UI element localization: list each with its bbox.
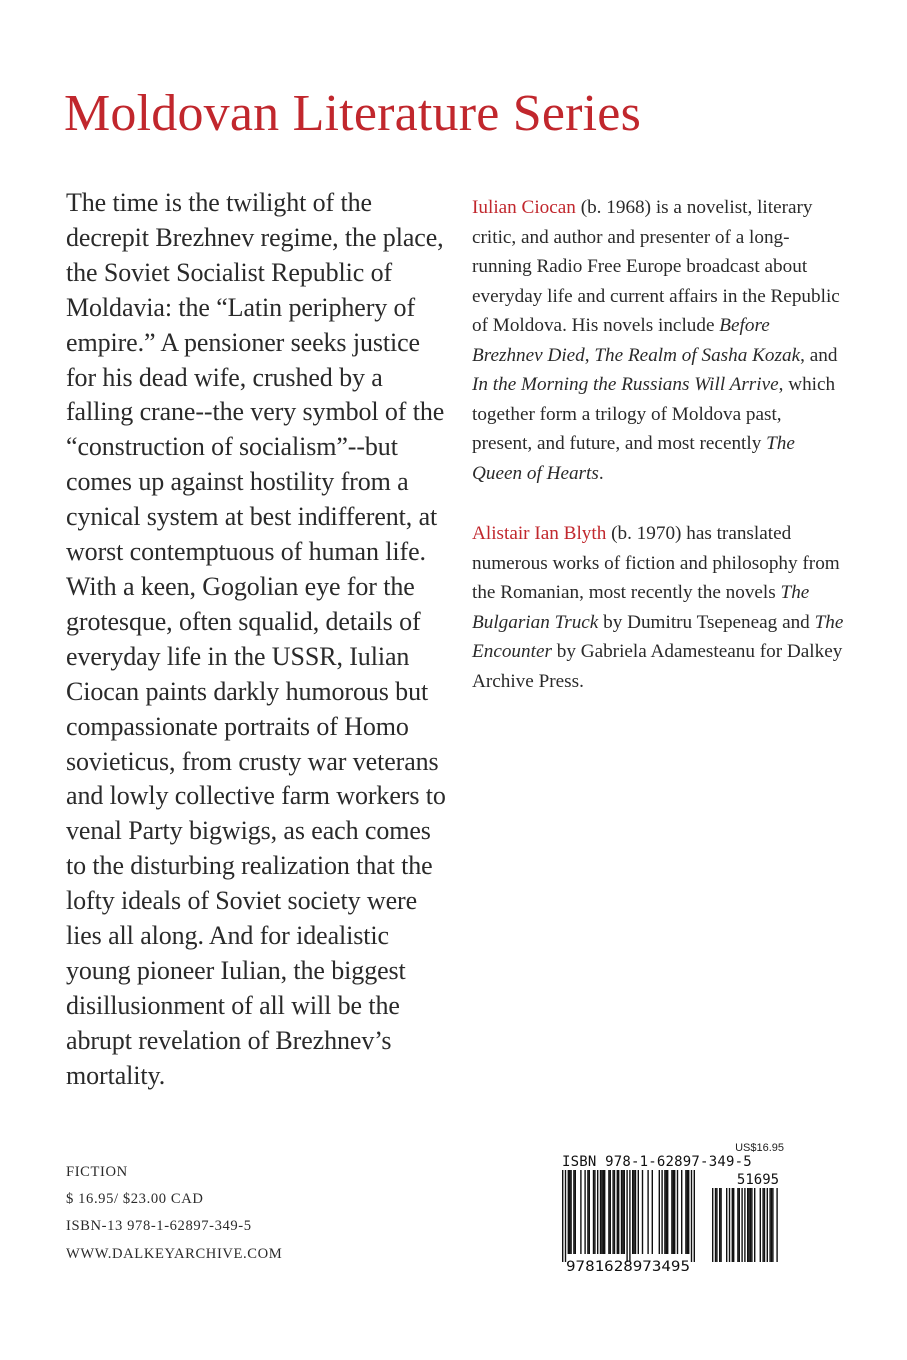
barcode-bar: [661, 1170, 662, 1254]
translator-bio-text: by Dumitru Tsepeneag and: [598, 611, 815, 633]
addon-digits: 51695: [736, 1172, 780, 1188]
author-bio-text: .: [598, 462, 604, 484]
barcode-bar: [716, 1188, 717, 1262]
barcode-bar: [573, 1170, 574, 1254]
barcode: [562, 1142, 790, 1274]
website-label: WWW.DALKEYARCHIVE.COM: [66, 1245, 283, 1262]
barcode-bar: [694, 1170, 695, 1262]
book-title: The Encounter: [472, 611, 844, 662]
author-name: Iulian Ciocan: [472, 197, 576, 218]
barcode-bar: [652, 1170, 653, 1254]
series-title: Moldovan Literature Series: [64, 85, 642, 142]
barcode-bar: [776, 1188, 777, 1262]
barcode-bar: [764, 1188, 765, 1262]
barcode-bar: [604, 1170, 605, 1254]
barcode-bar: [687, 1170, 688, 1254]
book-blurb: The time is the twilight of the decrepit Brezhnev regime, the place, the Soviet Socialist Republic of Moldavia: the “Latin periphery of empire.” A pensioner seeks justice for his dead wife, crushed by a falling crane--the very symbol of the “construction of socialism”--but comes up against hostility from a cynical system at best indifferent, at worst contemptuous of human life. With a keen, Gogolian eye for the grotesque, often squalid, details of everyday life in the USSR, Iulian Ciocan paints darkly humorous but compassionate portraits of Homo sovieticus, from crusty war veterans and lowly collective farm workers to venal Party bigwigs, as each comes to the disturbing realization that the lofty ideals of Soviet society were lies all along. And for idealistic young pioneer Iulian, the biggest disillusionment of all will be the abrupt revelation of Brezhnev’s mortality.: [66, 188, 446, 1090]
barcode-bar: [719, 1188, 720, 1262]
barcode-bar: [750, 1188, 751, 1262]
barcode-bar: [767, 1188, 768, 1262]
barcode-bar: [629, 1170, 630, 1262]
barcode-bar: [633, 1170, 634, 1254]
barcode-bar: [589, 1170, 590, 1254]
barcode-bar: [715, 1188, 716, 1262]
book-title: In the Morning the Russians Will Arrive: [472, 374, 779, 395]
barcode-bar: [635, 1170, 636, 1254]
barcode-bar: [647, 1170, 648, 1254]
barcode-bar: [580, 1170, 581, 1254]
barcode-bar: [612, 1170, 613, 1254]
isbn-label: ISBN-13 978-1-62897-349-5: [66, 1218, 252, 1235]
addon-bars: [712, 1188, 778, 1262]
barcode-bar: [744, 1188, 745, 1262]
barcode-bar: [659, 1170, 660, 1254]
author-bio-text: , which together form a trilogy of Moldova past, present, and future, and most recently: [472, 374, 836, 454]
barcode-bar: [688, 1170, 689, 1254]
barcode-bar: [632, 1170, 633, 1254]
barcode-bar: [726, 1188, 727, 1262]
barcode-bar: [674, 1170, 675, 1254]
barcode-bar: [733, 1188, 734, 1262]
barcode-bar: [569, 1170, 570, 1254]
translator-bio: [472, 519, 844, 696]
barcode-bar: [666, 1170, 667, 1254]
barcode-bar: [664, 1170, 665, 1254]
barcode-bar: [673, 1170, 674, 1254]
price-label: $ 16.95/ $23.00 CAD: [66, 1191, 204, 1208]
footer-info: [66, 1159, 282, 1268]
barcode-bar: [760, 1188, 761, 1262]
barcode-bar: [712, 1188, 713, 1262]
barcode-bar: [762, 1188, 763, 1262]
barcode-bar: [747, 1188, 748, 1262]
barcode-bar: [737, 1188, 738, 1262]
barcode-bar: [618, 1170, 619, 1254]
translator-bio-text: by Gabriela Adamesteanu for Dalkey Archive Press.: [472, 641, 843, 692]
barcode-bar: [638, 1170, 639, 1254]
barcode-bar: [667, 1170, 668, 1254]
barcode-bar: [584, 1170, 585, 1254]
barcode-bar: [562, 1170, 563, 1262]
barcode-bar: [608, 1170, 609, 1254]
barcode-bar: [597, 1170, 598, 1254]
barcode-bar: [681, 1170, 682, 1254]
barcode-bar: [642, 1170, 643, 1254]
barcode-bars: [562, 1170, 790, 1274]
book-title: The Realm of Sasha Kozak: [594, 344, 801, 366]
barcode-price: US$16.95: [735, 1142, 784, 1154]
barcode-bar: [601, 1170, 602, 1254]
barcode-bar: [754, 1188, 755, 1262]
barcode-bar: [720, 1188, 721, 1262]
barcode-bar: [622, 1170, 623, 1254]
barcode-bar: [587, 1170, 588, 1254]
barcode-bar: [593, 1170, 594, 1254]
book-title: Before Brezhnev Died: [472, 315, 770, 366]
barcode-bar: [748, 1188, 749, 1262]
translator-bio-text: (b. 1970) has translated numerous works of fiction and philosophy from the Romanian, most recently the novels: [472, 523, 840, 603]
book-title: The Bulgarian Truck: [472, 582, 810, 633]
barcode-bar: [600, 1170, 601, 1254]
barcode-bar: [769, 1188, 770, 1262]
barcode-bar: [771, 1188, 772, 1262]
barcode-bar: [677, 1170, 678, 1254]
barcode-bar: [626, 1170, 627, 1262]
barcode-bar: [741, 1188, 742, 1262]
barcode-bar: [772, 1188, 773, 1262]
book-title: The Queen of Hearts: [472, 433, 795, 484]
barcode-bar: [729, 1188, 730, 1262]
barcode-bar: [691, 1170, 692, 1262]
barcode-bar: [575, 1170, 576, 1254]
barcode-bar: [621, 1170, 622, 1254]
barcode-bar: [610, 1170, 611, 1254]
ean-bars: [562, 1170, 695, 1262]
barcode-bar: [617, 1170, 618, 1254]
author-bio: [472, 193, 844, 488]
category-label: FICTION: [66, 1164, 128, 1180]
ean-digits: 9781628973495: [566, 1259, 690, 1274]
barcode-bar: [568, 1170, 569, 1254]
barcode-bar: [732, 1188, 733, 1262]
barcode-bar: [671, 1170, 672, 1254]
author-bio-text: ,: [584, 344, 595, 366]
barcode-bar: [685, 1170, 686, 1254]
author-bio-text: (b. 1968) is a novelist, literary critic, and author and presenter of a long-running Radio Free Europe broadcast about everyday life and current affairs in the Republic of Moldova. His novels include: [472, 197, 840, 336]
barcode-bar: [624, 1170, 625, 1254]
barcode-bar: [594, 1170, 595, 1254]
author-bio-text: , and: [800, 344, 838, 366]
barcode-isbn: ISBN 978-1-62897-349-5: [562, 1154, 752, 1170]
translator-name: Alistair Ian Blyth: [472, 523, 607, 544]
barcode-bar: [603, 1170, 604, 1254]
barcode-bar: [570, 1170, 571, 1254]
barcode-bar: [565, 1170, 566, 1262]
barcode-bar: [751, 1188, 752, 1262]
barcode-bar: [739, 1188, 740, 1262]
barcode-bar: [614, 1170, 615, 1254]
